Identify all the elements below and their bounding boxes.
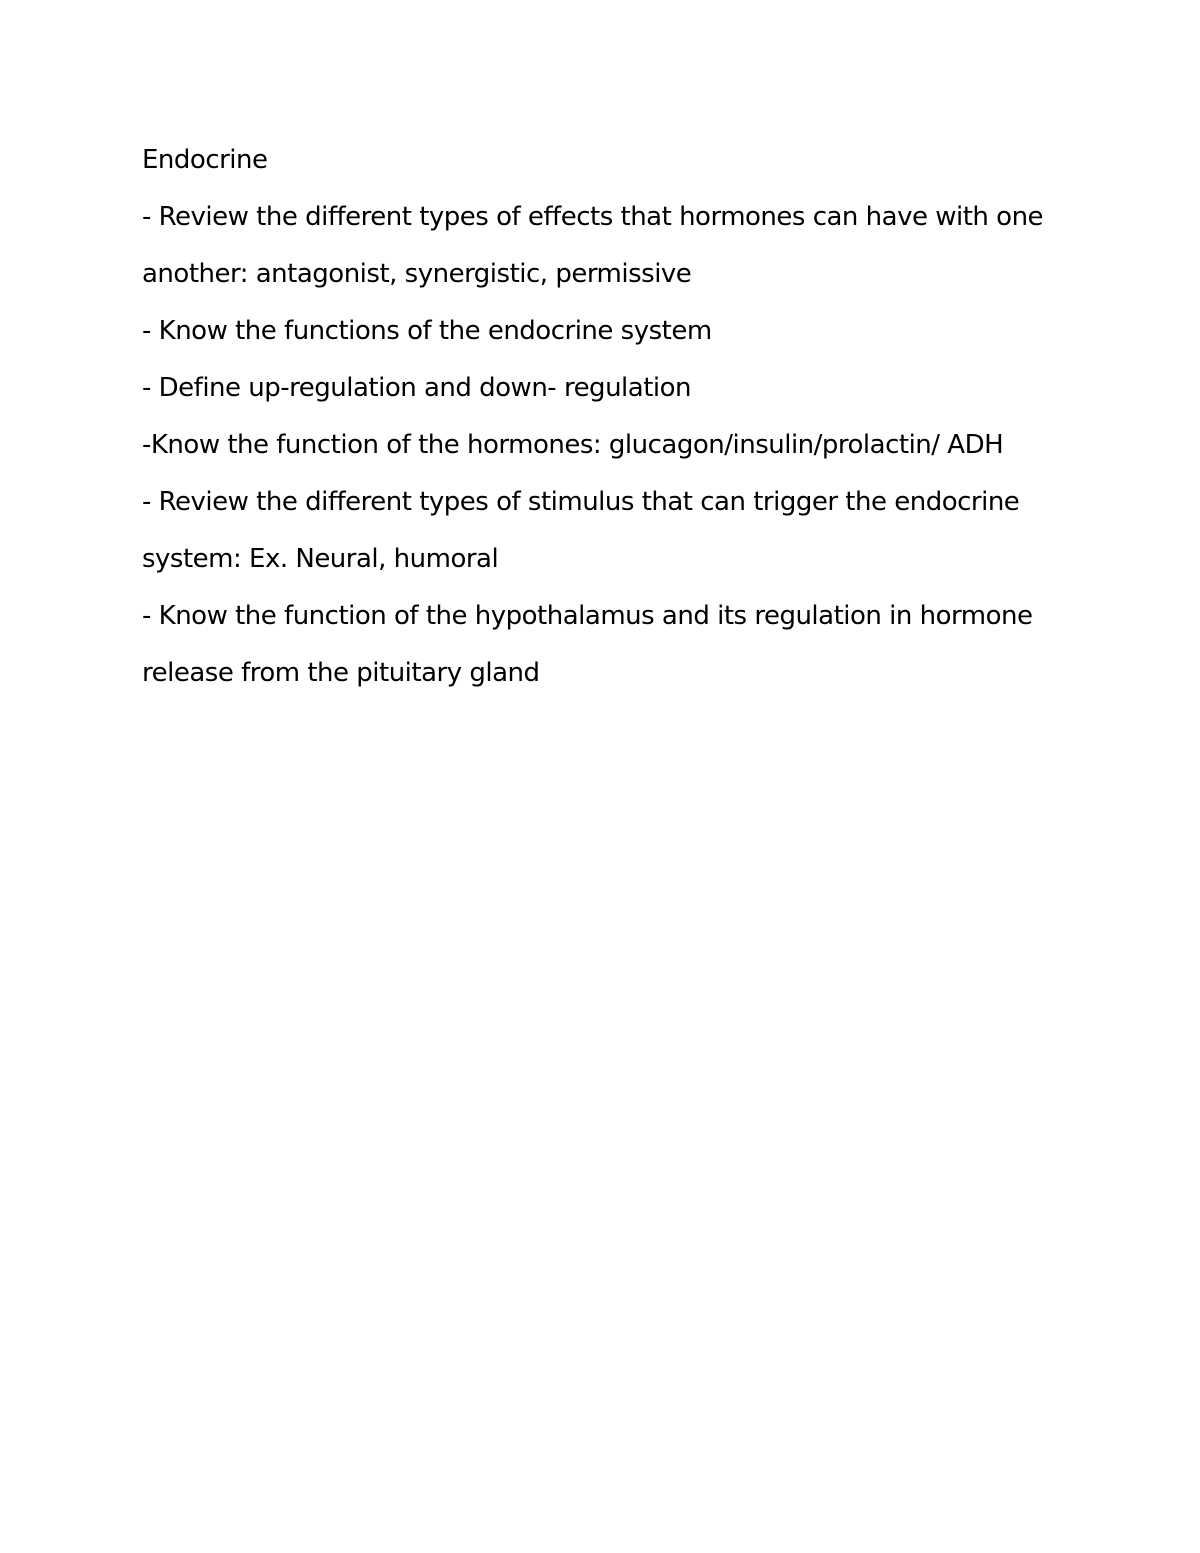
- text-line: - Review the different types of effects that hormones can have with one: [142, 202, 1044, 232]
- document-body: [142, 132, 1082, 702]
- text-line: - Define up-regulation and down- regulation: [142, 373, 692, 403]
- text-line: another: antagonist, synergistic, permissive: [142, 259, 692, 289]
- text-line: - Know the function of the hypothalamus and its regulation in hormone: [142, 601, 1033, 631]
- text-line: - Know the functions of the endocrine system: [142, 316, 712, 346]
- document-heading: Endocrine: [142, 145, 268, 175]
- text-line: - Review the different types of stimulus that can trigger the endocrine: [142, 487, 1020, 517]
- text-line: system: Ex. Neural, humoral: [142, 544, 499, 574]
- text-line: -Know the function of the hormones: glucagon/insulin/prolactin/ ADH: [142, 430, 1004, 460]
- text-line: release from the pituitary gland: [142, 658, 540, 688]
